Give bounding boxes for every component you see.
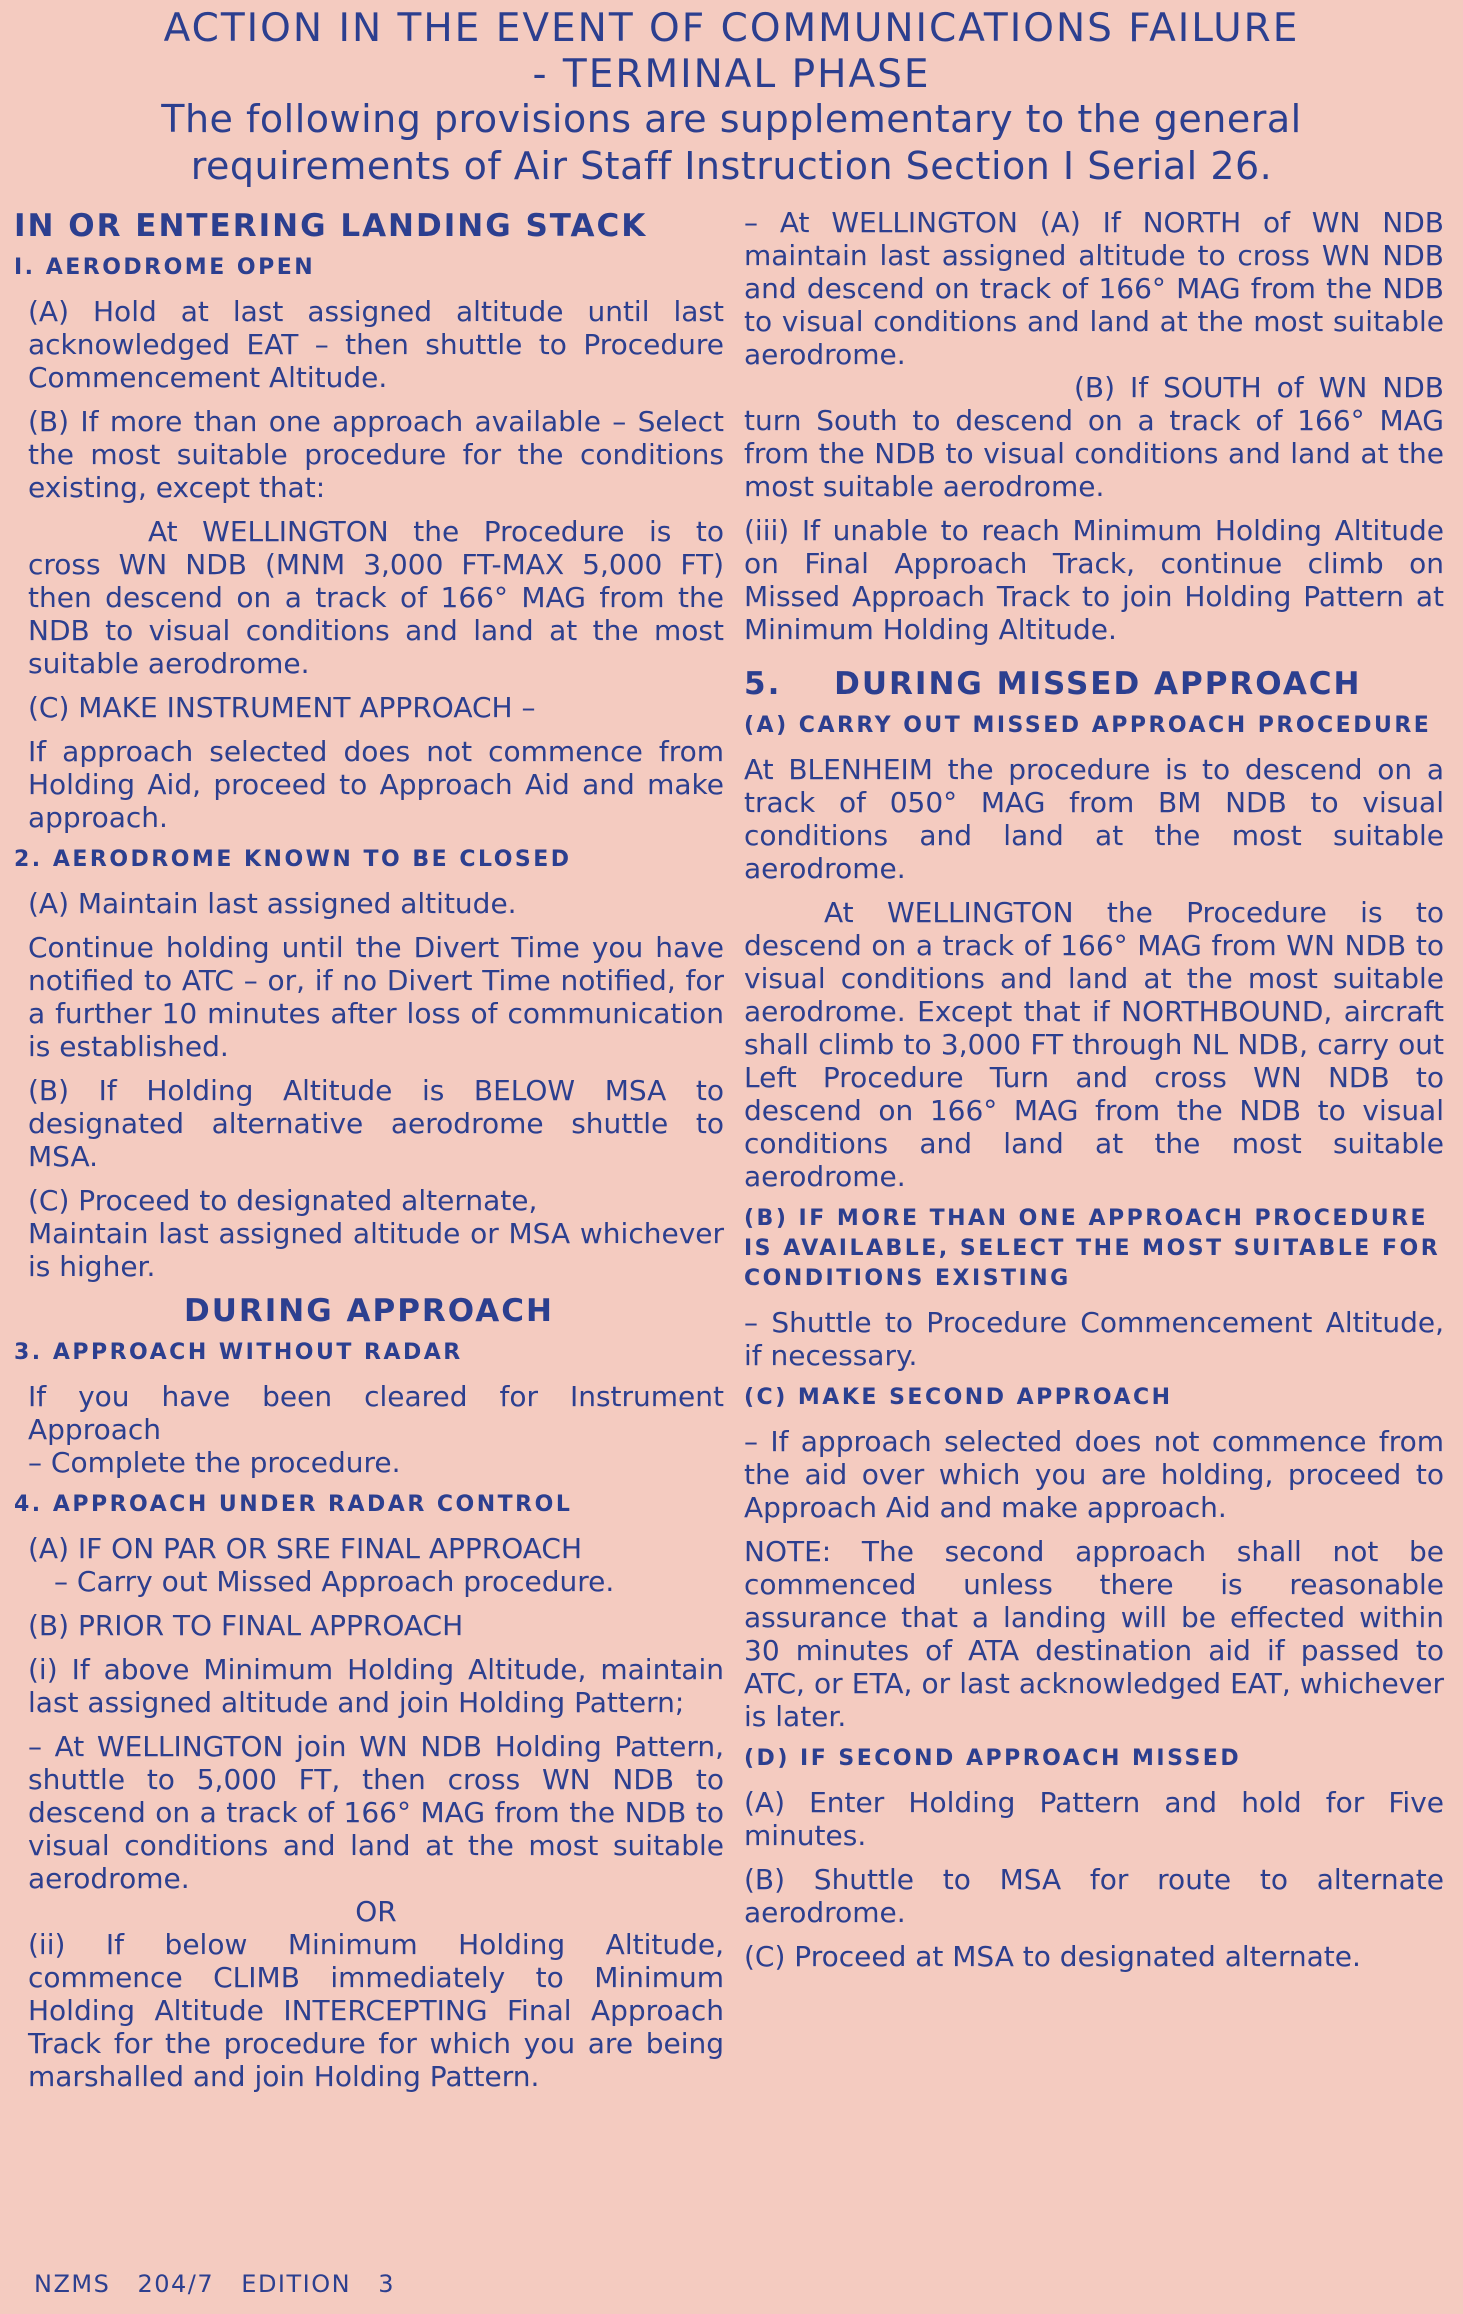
chart-reference: NZMS 204/7 [34,2270,215,2298]
paragraph: Continue holding until the Divert Time you have notified to ATC – or, if no Divert Time notified, for a further 10 minutes after loss of communication is established. [28,931,724,1063]
paragraph: Maintain last assigned altitude or MSA whichever is higher. [28,1217,724,1283]
paragraph: – At WELLINGTON (A) If NORTH of WN NDB maintain last assigned altitude to cross WN NDB and descend on track of 166° MAG from the NDB to visual conditions and land at the most suitable aerodrome. [744,206,1444,371]
paragraph: (B) If SOUTH of WN NDB turn South to descend on a track of 166° MAG from the NDB to visual conditions and land at the most suitable aerodrome. [744,371,1444,503]
paragraph: (ii) If below Minimum Holding Altitude, commence CLIMB immediately to Minimum Holding Altitude INTERCEPTING Final Approach Track for the procedure for which you are being marshalled and join Holding Pattern. [28,1928,724,2093]
paragraph: – Shuttle to Procedure Commencement Altitude, if necessary. [744,1306,1444,1372]
paragraph: – At WELLINGTON join WN NDB Holding Pattern, shuttle to 5,000 FT, then cross WN NDB to descend on a track of 166° MAG from the NDB to visual conditions and land at the most suitable aerodrome. [28,1730,724,1895]
paragraph: (C) Proceed at MSA to designated alternate. [744,1940,1361,1973]
paragraph: If you have been cleared for Instrument Approach [28,1380,724,1446]
heading-more-than-one: (B) IF MORE THAN ONE APPROACH PROCEDURE IS AVAILABLE, SELECT THE MOST SUITABLE FOR CONDITIONS EXISTING [744,1206,1441,1291]
heading-second-approach: (C) MAKE SECOND APPROACH [744,1385,1173,1410]
paragraph: At WELLINGTON the Procedure is to cross WN NDB (MNM 3,000 FT-MAX 5,000 FT) then descend on a track of 166° MAG from the NDB to visual conditions and land at the most suitable aerodrome. [28,515,724,680]
paragraph: (i) If above Minimum Holding Altitude, maintain last assigned altitude and join Holding Pattern; [28,1653,724,1719]
heading-approach-radar: 4. APPROACH UNDER RADAR CONTROL [14,1492,573,1517]
heading-landing-stack: IN OR ENTERING LANDING STACK [14,208,648,244]
paragraph: At BLENHEIM the procedure is to descend on a track of 050° MAG from BM NDB to visual conditions and land at the most suitable aerodrome. [744,753,1444,885]
paragraph: (C) Proceed to designated alternate, [28,1184,538,1217]
document-subtitle [60,96,1403,190]
heading-second-missed: (D) IF SECOND APPROACH MISSED [744,1746,1242,1771]
paragraph: – Carry out Missed Approach procedure. [54,1565,615,1598]
heading-aerodrome-closed: 2. AERODROME KNOWN TO BE CLOSED [14,847,572,872]
paragraph: (A) Maintain last assigned altitude. [28,887,517,920]
paragraph: (B) If more than one approach available – Select the most suitable procedure for the conditions existing, except that: [28,405,724,504]
title-line-2: - TERMINAL PHASE [532,52,931,97]
document-title [0,6,1463,98]
left-column [14,206,724,2104]
footer [34,2270,395,2298]
paragraph: – If approach selected does not commence from the aid over which you are holding, proceed to Approach Aid and make approach. [744,1425,1444,1524]
paragraph: (iii) If unable to reach Minimum Holding Altitude on Final Approach Track, continue climb on Missed Approach Track to join Holding Pattern at Minimum Holding Altitude. [744,514,1444,646]
paragraph: (B) If Holding Altitude is BELOW MSA to designated alternative aerodrome shuttle to MSA. [28,1074,724,1173]
heading-missed-approach [744,668,1444,701]
subtitle-line-1: The following provisions are supplementary to the general [161,97,1302,141]
paragraph: (C) MAKE INSTRUMENT APPROACH – [28,691,536,724]
paragraph: (A) Enter Holding Pattern and hold for Five minutes. [744,1786,1444,1852]
paragraph: If approach selected does not commence from Holding Aid, proceed to Approach Aid and make approach. [28,735,724,834]
paragraph: At WELLINGTON the Procedure is to descend on a track of 166° MAG from WN NDB to visual conditions and land at the most suitable aerodrome. Except that if NORTHBOUND, aircraft shall climb to 3,000 FT through NL NDB, carry out Left Procedure Turn and cross WN NDB to descend on 166° MAG from the NDB to visual conditions and land at the most suitable aerodrome. [744,896,1444,1193]
edition: EDITION 3 [241,2270,395,2298]
paragraph: (A) Hold at last assigned altitude until last acknowledged EAT – then shuttle to Procedure Commencement Altitude. [28,295,724,394]
note: NOTE: The second approach shall not be commenced unless there is reasonable assurance that a landing will be effected within 30 minutes of ATA destination aid if passed to ATC, or ETA, or last acknowledged EAT, whichever is later. [744,1535,1444,1733]
subtitle-line-2: requirements of Air Staff Instruction Section I Serial 26. [190,144,1273,188]
heading-number: 5. [744,666,782,702]
heading-text: DURING MISSED APPROACH [834,666,1362,702]
heading-during-approach: DURING APPROACH [183,1293,554,1329]
right-column [744,206,1444,1984]
heading-aerodrome-open: I. AERODROME OPEN [14,255,316,280]
paragraph: (A) IF ON PAR OR SRE FINAL APPROACH [28,1532,583,1565]
paragraph: (B) Shuttle to MSA for route to alternate aerodrome. [744,1863,1444,1929]
paragraph: OR [355,1895,397,1928]
paragraph: – Complete the procedure. [28,1446,401,1479]
paragraph: (B) PRIOR TO FINAL APPROACH [28,1609,464,1642]
heading-carry-out-missed: (A) CARRY OUT MISSED APPROACH PROCEDURE [744,713,1432,738]
title-line-1: ACTION IN THE EVENT OF COMMUNICATIONS FAILURE [163,6,1300,51]
heading-approach-without-radar: 3. APPROACH WITHOUT RADAR [14,1340,463,1365]
